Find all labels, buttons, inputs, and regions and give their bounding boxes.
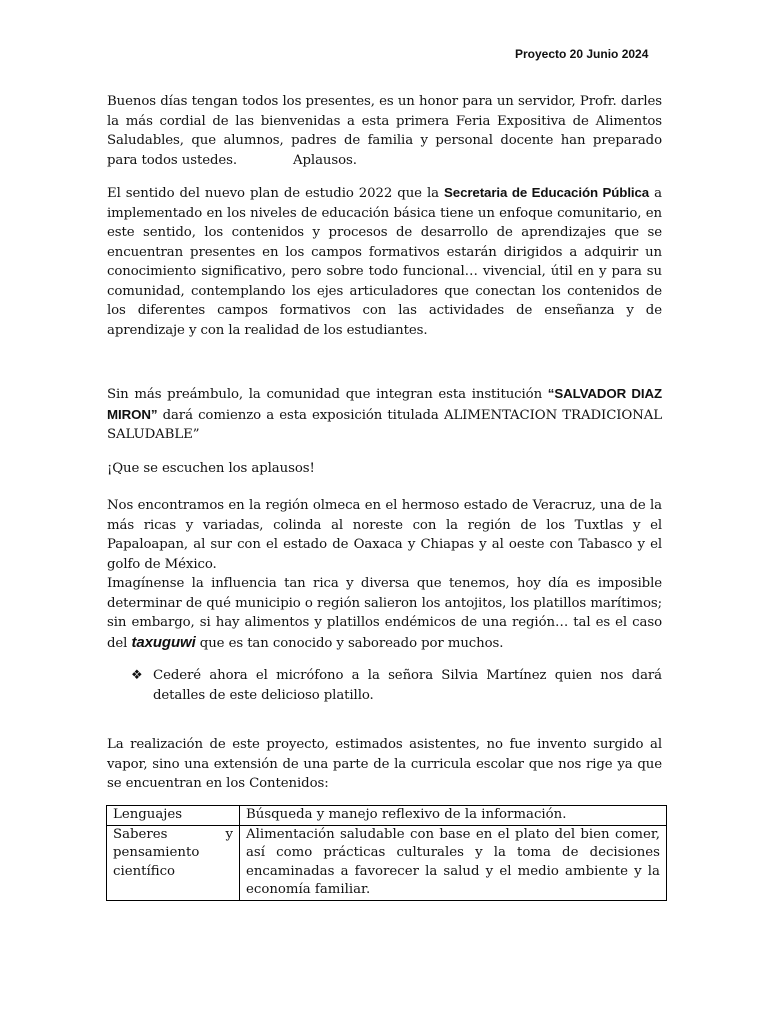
plan-paragraph (107, 183, 662, 340)
table-cell-label: Saberes y pensamiento científico (107, 825, 240, 900)
intro-paragraph (107, 384, 662, 445)
influence-text-start: Imagínense la influencia tan rica y diversa que tenemos, hoy día es imposible determinar de qué municipio o región salieron los antojitos, los platillos marítimos; sin embargo, si hay alimentos y platillos endémicos de una región… tal es el caso del (107, 576, 662, 651)
region-paragraph (107, 496, 662, 653)
applause-note: Aplausos. (293, 152, 357, 168)
table-row (107, 806, 667, 826)
table-cell-content: Alimentación saludable con base en el plato del bien comer, así como prácticas culturales y la toma de decisiones encaminadas a favorecer la salud y el medio ambiente y la economía familiar. (240, 825, 667, 900)
project-paragraph (107, 735, 662, 794)
table-row (107, 825, 667, 900)
region-text: Nos encontramos en la región olmeca en el hermoso estado de Veracruz, una de la más ricas y variadas, colinda al noreste con la región de los Tuxtlas y el Papaloapan, al sur con el estado de Oaxaca y Chiapas y al oeste con Tabasco y el golfo de México. (107, 498, 662, 572)
influence-text-end: que es tan conocido y saboreado por muchos. (195, 635, 504, 651)
plan-text-end: a implementado en los niveles de educación básica tiene un enfoque comunitario, en este sentido, los contenidos y procesos de desarrollo de aprendizajes que se encuentran presentes en los campos formativos estarán dirigidos a adquirir un conocimiento significativo, pero sobre todo funcional… vivencial, útil en y para su comunidad, contemplando los ejes articuladores que conectan los contenidos de los diferentes campos formativos con las actividades de enseñanza y de aprendizaje y con la realidad de los estudiantes. (107, 186, 662, 338)
sep-name: Secretaria de Educación Pública (444, 185, 650, 200)
intro-text-end: dará comienzo a esta exposición titulada ALIMENTACION TRADICIONAL SALUDABLE” (107, 407, 662, 442)
project-text: La realización de este proyecto, estimados asistentes, no fue invento surgido al vapor, sino una extensión de una parte de la curricula escolar que nos rige ya que se encuentran en los Contenidos: (107, 737, 662, 791)
applause-paragraph (107, 459, 662, 479)
greeting-paragraph (107, 92, 662, 170)
plan-text-start: El sentido del nuevo plan de estudio 2022 que la (107, 186, 444, 201)
intro-text-start: Sin más preámbulo, la comunidad que integran esta institución (107, 387, 548, 402)
project-date-header: Proyecto 20 Junio 2024 (515, 47, 649, 61)
bullet-text: Cederé ahora el micrófono a la señora Silvia Martínez quien nos dará detalles de este delicioso platillo. (153, 668, 662, 703)
contents-table (106, 805, 667, 901)
bullet-item (131, 666, 662, 705)
diamond-bullet-icon: ❖ (131, 668, 143, 683)
dish-name: taxuguwi (131, 633, 196, 651)
school-name: “SALVADOR DIAZ MIRON” (107, 386, 662, 422)
greeting-text: Buenos días tengan todos los presentes, es un honor para un servidor, Profr. darles la más cordial de las bienvenidas a esta primera Feria Expositiva de Alimentos Saludables, que alumnos, padres de familia y personal docente han preparado para todos ustedes. (107, 94, 662, 168)
applause-text: ¡Que se escuchen los aplausos! (107, 461, 315, 476)
table-cell-content: Búsqueda y manejo reflexivo de la información. (240, 806, 667, 826)
table-cell-label: Lenguajes (107, 806, 240, 826)
